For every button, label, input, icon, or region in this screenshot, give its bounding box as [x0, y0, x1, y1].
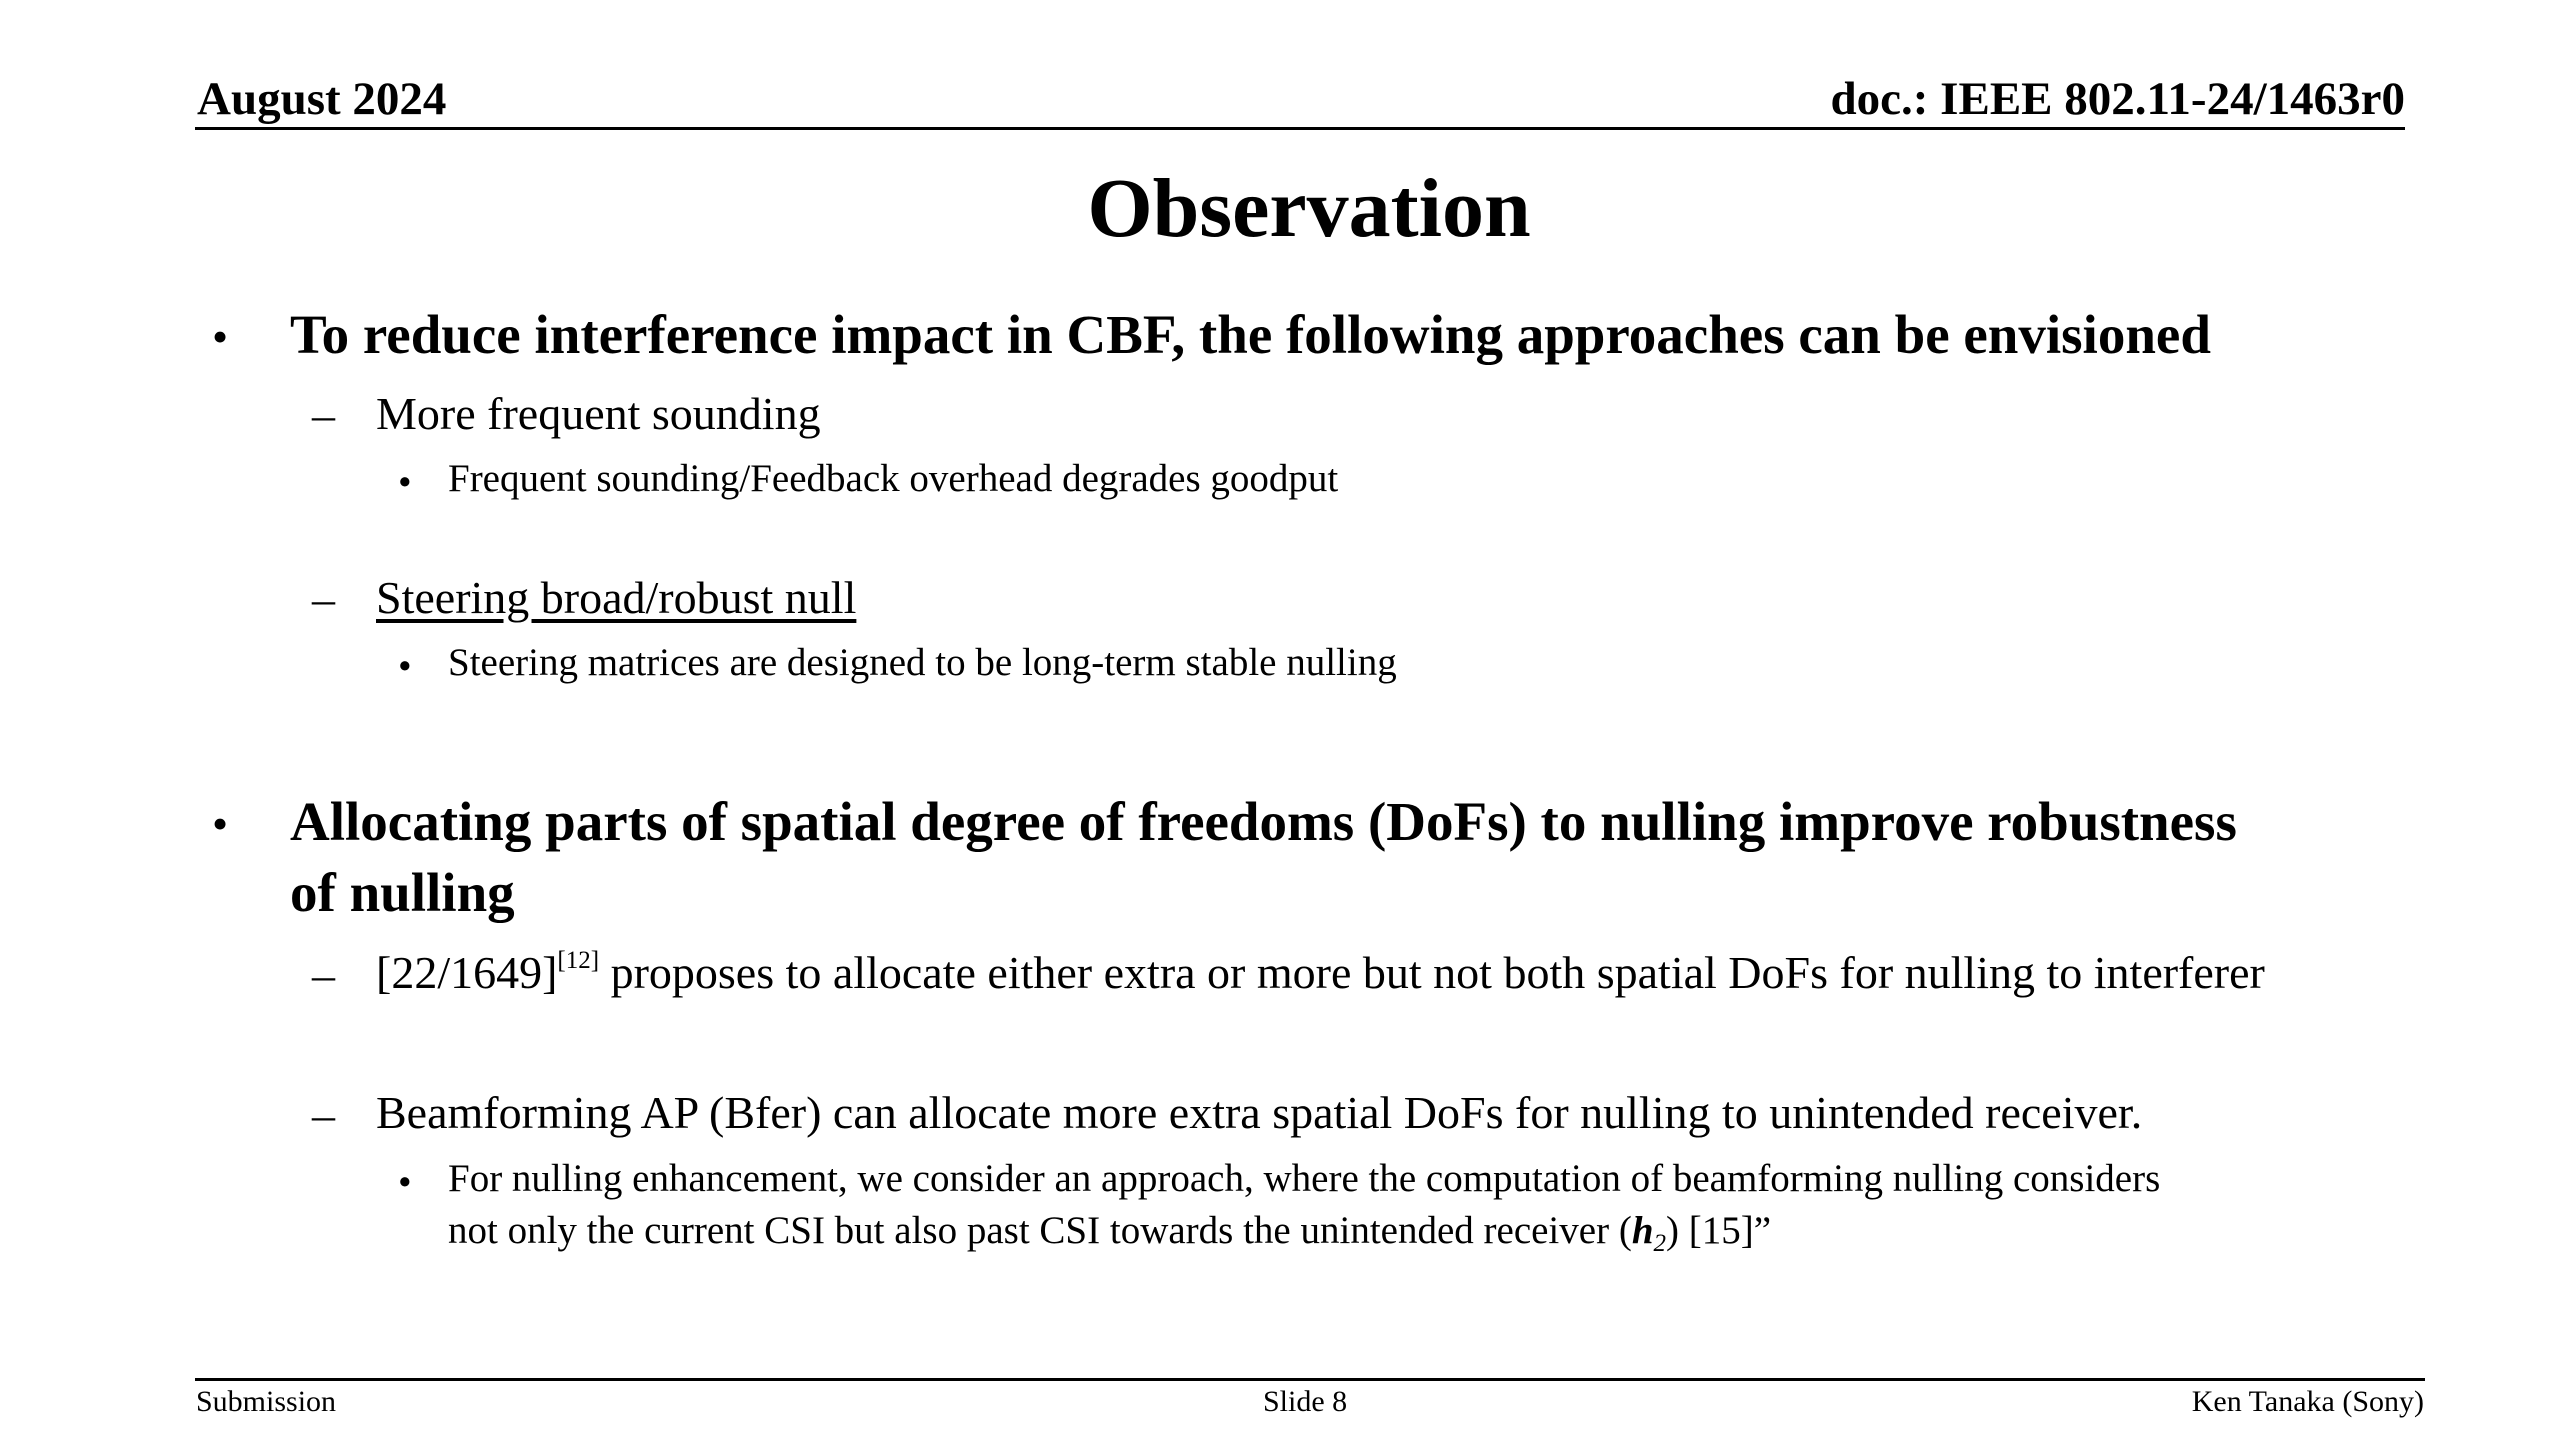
subitem-text: Steering broad/robust null — [376, 572, 857, 623]
bullet-text: To reduce interference impact in CBF, the following approaches can be envisioned — [290, 304, 2211, 365]
reference-doc: [22/1649] — [376, 947, 558, 998]
footer-rule — [195, 1378, 2425, 1381]
bullet-marker: • — [212, 798, 229, 849]
subitem-text: More frequent sounding — [376, 388, 821, 439]
math-variable: h — [1631, 1209, 1654, 1252]
dash-marker: – — [312, 949, 335, 1000]
subitem-text-body: proposes to allocate either extra or more but not both spatial DoFs for nulling to interferer — [599, 947, 2265, 998]
footer-slide-number: Slide 8 — [1263, 1385, 1348, 1418]
sub-bullet-marker: • — [398, 645, 412, 688]
sub-bullet-marker: • — [398, 461, 412, 504]
footer-author: Ken Tanaka (Sony) — [2191, 1385, 2424, 1418]
text-segment: ) [15]” — [1666, 1209, 1772, 1252]
subitem-text: Beamforming AP (Bfer) can allocate more extra spatial DoFs for nulling to unintended receiver. — [376, 1087, 2143, 1138]
bullet-text: Allocating parts of spatial degree of freedoms (DoFs) to nulling improve robustness — [290, 791, 2237, 852]
dash-marker: – — [312, 389, 335, 440]
sub-bullet-text: Frequent sounding/Feedback overhead degrades goodput — [448, 457, 1339, 500]
slide-title: Observation — [1087, 162, 1531, 255]
sub-bullet-marker: • — [398, 1161, 412, 1204]
dash-marker: – — [312, 1089, 335, 1140]
header-rule — [195, 127, 2405, 130]
header-date: August 2024 — [197, 73, 447, 125]
sub-bullet-text: Steering matrices are designed to be long-term stable nulling — [448, 641, 1397, 684]
header-doc-id: doc.: IEEE 802.11-24/1463r0 — [1830, 73, 2405, 125]
bullet-text-continued: of nulling — [290, 862, 515, 923]
footer-submission: Submission — [196, 1385, 337, 1418]
sub-bullet-text: For nulling enhancement, we consider an approach, where the computation of beamforming nulling considers — [448, 1157, 2161, 1200]
sub-bullet-text-continued — [448, 1208, 1772, 1257]
subitem-text — [376, 946, 2265, 999]
reference-superscript: [12] — [557, 947, 600, 974]
dash-marker: – — [312, 573, 335, 624]
math-subscript: 2 — [1653, 1230, 1667, 1257]
text-segment: not only the current CSI but also past CSI towards the unintended receiver ( — [448, 1209, 1632, 1252]
bullet-marker: • — [212, 311, 229, 362]
